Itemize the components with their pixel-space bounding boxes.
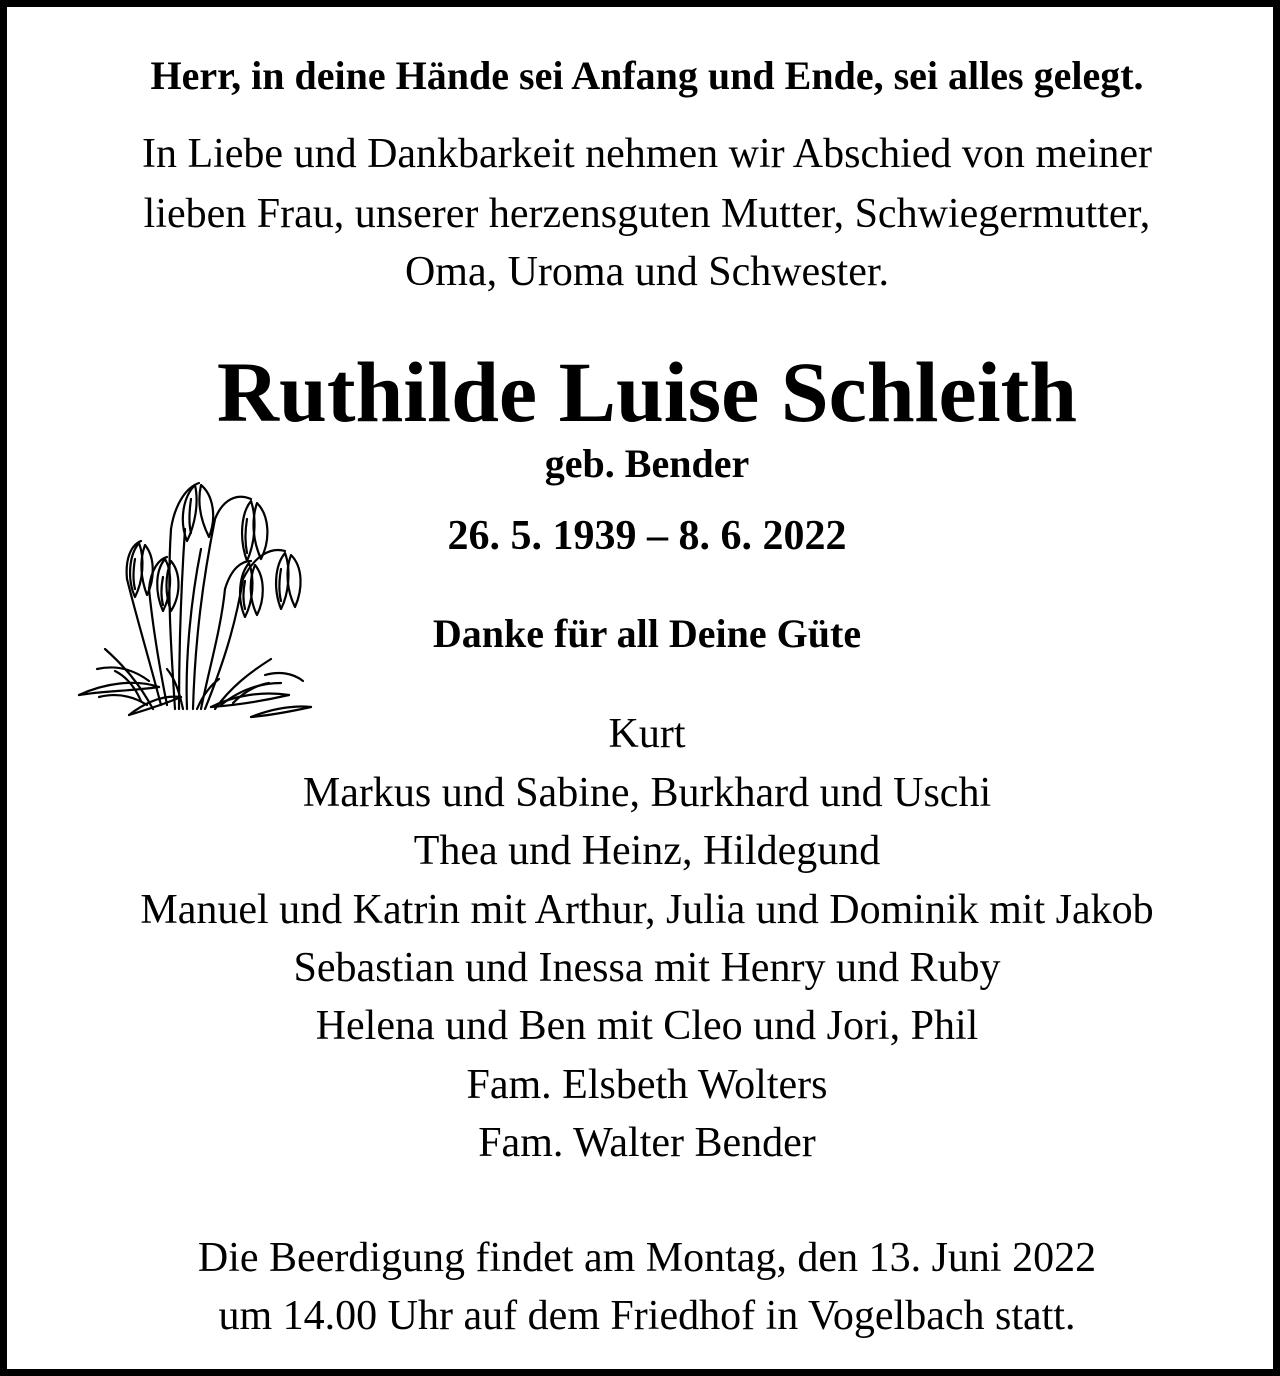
funeral-info-line-1: Die Beerdigung findet am Montag, den 13. Juni 2022 (197, 1235, 1097, 1281)
life-dates: 26. 5. 1939 – 8. 6. 2022 (447, 513, 847, 559)
intro-line-2: lieben Frau, unserer herzensguten Mutter, Schwiegermutter, (143, 191, 1151, 237)
maiden-name: geb. Bender (544, 441, 750, 486)
family-line-4: Manuel und Katrin mit Arthur, Julia und Dominik mit Jakob (140, 887, 1154, 933)
snowdrop-flowers-icon (75, 469, 313, 725)
family-line-2: Markus und Sabine, Burkhard und Uschi (302, 770, 992, 816)
deceased-name: Ruthilde Luise Schleith (216, 344, 1078, 440)
thanks-line: Danke für all Deine Güte (432, 611, 862, 656)
family-line-6: Helena und Ben mit Cleo und Jori, Phil (315, 1003, 979, 1049)
intro-line-1: In Liebe und Dankbarkeit nehmen wir Abschied von meiner (141, 131, 1153, 177)
family-line-7: Fam. Elsbeth Wolters (466, 1062, 828, 1108)
motto-verse: Herr, in deine Hände sei Anfang und Ende, sei alles gelegt. (150, 53, 1144, 98)
family-line-8: Fam. Walter Bender (478, 1120, 816, 1166)
funeral-info-line-2: um 14.00 Uhr auf dem Friedhof in Vogelbach statt. (218, 1293, 1076, 1339)
family-line-3: Thea und Heinz, Hildegund (413, 828, 881, 874)
intro-line-3: Oma, Uroma und Schwester. (404, 249, 890, 295)
family-line-1: Kurt (608, 711, 686, 757)
family-line-5: Sebastian und Inessa mit Henry und Ruby (293, 945, 1001, 991)
